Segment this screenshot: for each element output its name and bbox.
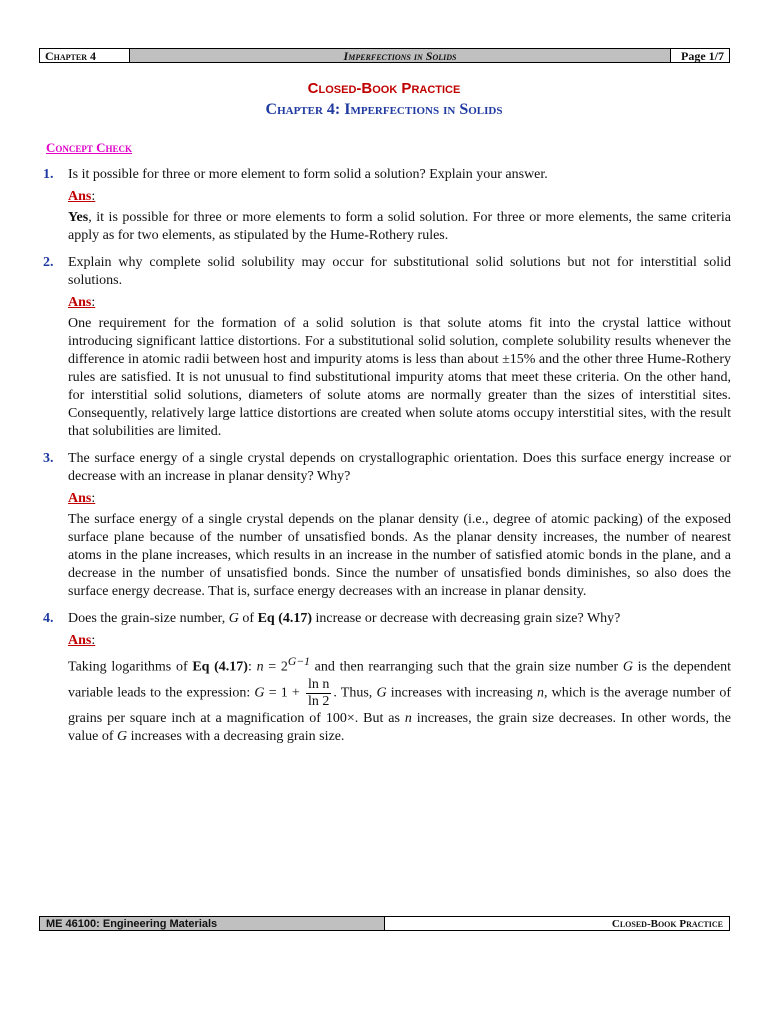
answer-label: Ans: [68,633,96,648]
question-text: Does the grain-size number, G of Eq (4.17) increase or decrease with decreasing grain size? Why? [68,611,621,626]
answer-lead: Yes [68,210,89,225]
question-text: Explain why complete solid solubility may occur for substitutional solid solutions but not for interstitial solid solutions. [68,255,731,288]
question-item [43,166,731,184]
log-fraction [306,677,331,710]
chapter-title: Chapter 4: Imperfections in Solids [265,101,503,118]
question-number: 3. [43,451,54,466]
answer-label-text: Ans [68,189,92,204]
question-item [43,450,731,486]
question-text: The surface energy of a single crystal depends on crystallographic orientation. Does this surface energy increase or decrease with an increase in planar density? Why? [68,451,731,484]
answer-text: The surface energy of a single crystal depends on the planar density (i.e., degree of atomic packing) of the exposed surface plane because of the number of unsatisfied bonds. As the planar density increases, the number of nearest atoms in the plane increases, which results in an increase in the number of satisfied atomic bonds in the plane, and a decrease in the number of unsatisfied bonds. Since the number of unsatisfied bonds diminishes, so also does the surface energy decrease. That is, surface energy decreases with an increase in planar density. [68,512,731,599]
variable-g: G [228,611,239,626]
question-list [43,166,731,746]
equation-g: G [254,685,265,701]
page-header [39,48,730,63]
equation-exponent: G−1 [287,655,310,668]
answer-label-text: Ans [68,633,92,648]
answer-label-text: Ans [68,491,92,506]
answer-text: One requirement for the formation of a solid solution is that solute atoms fit into the crystal lattice without introducing significant lattice distortions. For a substitutional solid solution, complete solubility results whenever the difference in atomic radii between host and impurity atoms is less than about ±15% and the other three Hume-Rothery rules are satisfied. It is not unusual to find substitutional impurity atoms that meet these criteria. On the other hand, for interstitial solid solutions, diameters of solute atoms are normally greater than the sizes of interstitial sites. Consequently, relatively large lattice distortions are created when solute atoms occupy interstitial sites, with the result that solubilities are limited. [68,316,731,439]
fraction-denominator: ln 2 [307,693,330,709]
fraction-numerator: ln n [307,676,330,692]
equation-reference: Eq (4.17) [192,659,248,675]
header-chapter: Chapter 4 [40,49,130,62]
answer-label-text: Ans [68,295,92,310]
header-subject: Imperfections in Solids [130,49,671,62]
section-label: Concept Check [46,140,133,155]
page-footer [39,916,730,931]
answer-text: Taking logarithms of Eq (4.17): $n = 2^{G-1}$ and then rearranging such that the grain size number G is the dependent variable leads to the expression: G = 1 + $\frac{\text{ln n}}{\ln 2}$ . Thus, G increases with increasing n, which is the average number of grains per square inch at a magnification of 100×. But as n increases, the grain size decreases. In other words, the value of G increases with a decreasing grain size. [68,655,732,744]
question-number: 1. [43,167,54,182]
answer-label: Ans: [68,189,96,204]
question-text: Is it possible for three or more element to form solid a solution? Explain your answer. [68,167,548,182]
header-page-number: Page 1/7 [681,49,724,63]
question-number: 2. [43,255,54,270]
question-number: 4. [43,611,54,626]
answer-text [68,209,731,245]
equation-reference: Eq (4.17) [257,611,313,626]
footer-label: Closed-Book Practice [611,918,723,930]
equation-n: n [256,659,264,675]
answer-label: Ans: [68,295,96,310]
answer-body: , it is possible for three or more elements to form a solid solution. For three or more elements, the same criteria apply as for two elements, as stipulated by the Hume-Rothery rules. [68,210,731,243]
document-title: Closed-Book Practice [307,80,461,97]
footer-course: ME 46100: Engineering Materials [40,917,385,930]
answer-label: Ans: [68,491,96,506]
question-item [43,254,731,290]
question-item [43,610,731,628]
